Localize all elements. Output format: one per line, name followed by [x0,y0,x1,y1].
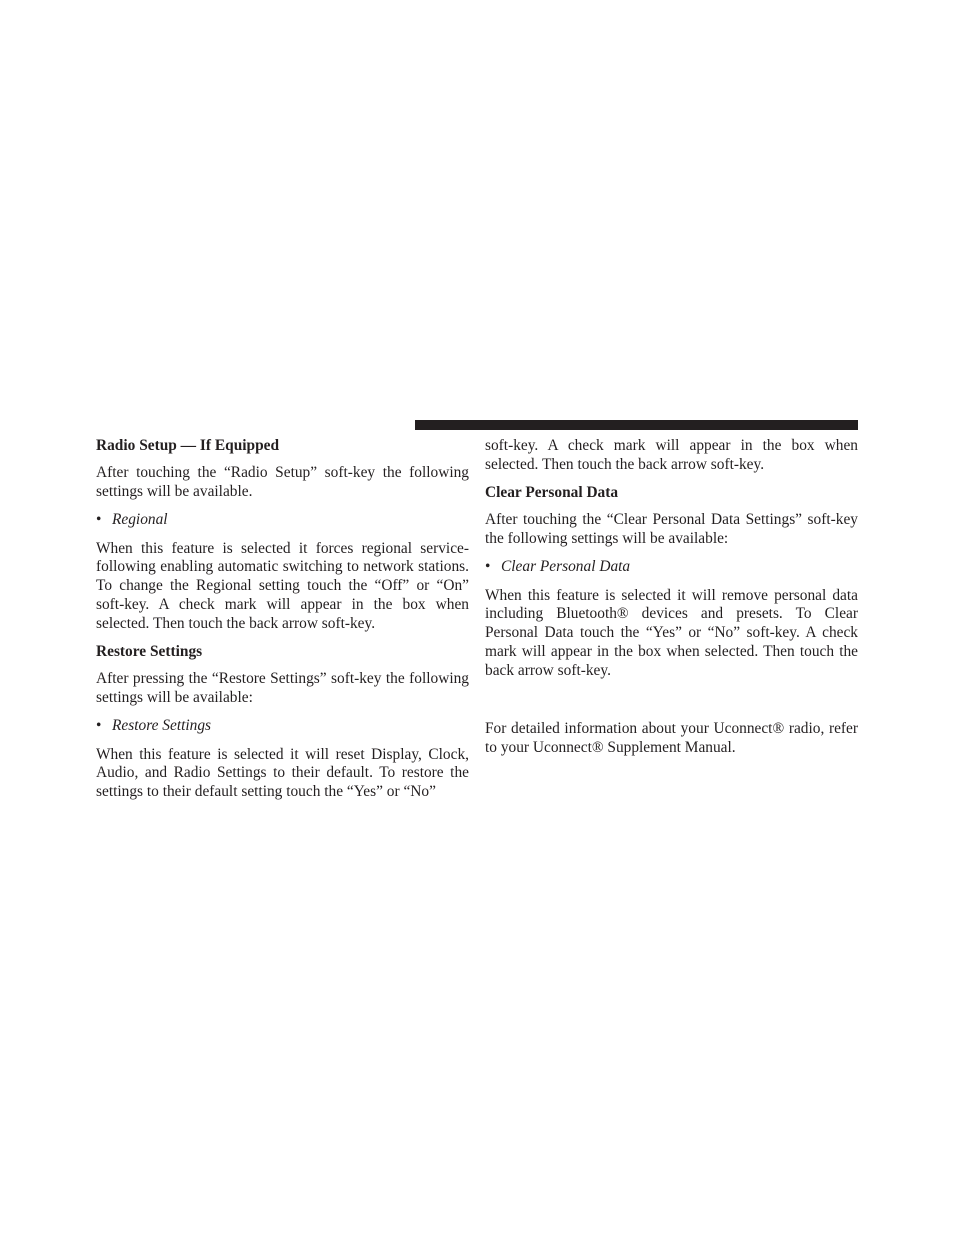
radio-setup-intro: After touching the “Radio Setup” soft-key the following settings will be available. [96,464,469,501]
header-rule [415,420,858,430]
bullet-dot: • [96,717,102,735]
restore-settings-heading: Restore Settings [96,642,203,660]
clear-personal-data-bullet-text: Clear Personal Data [501,558,631,576]
clear-personal-data-bullet [485,558,858,577]
left-column [96,437,469,811]
clear-personal-data-heading: Clear Personal Data [485,483,619,501]
restore-settings-bullet-text: Restore Settings [112,717,212,735]
radio-setup-bullet-text: Regional [112,511,168,529]
restore-settings-intro: After pressing the “Restore Settings” soft-key the following settings will be available: [96,670,469,707]
radio-setup-heading: Radio Setup — If Equipped [96,437,280,454]
section-spacer [485,690,858,720]
bullet-dot: • [96,511,102,529]
radio-setup-bullet [96,511,469,530]
clear-personal-data-description: When this feature is selected it will remove personal data including Bluetooth® devices and presets. To Clear Personal Data touch the “Yes” or “No” soft-key. A check mark will appear in the box when selected. Then touch the back arrow soft-key. [485,586,858,679]
uconnect-supplement-note: For detailed information about your Uconnect® radio, refer to your Uconnect® Supplement Manual. [485,719,858,756]
radio-setup-description: When this feature is selected it forces regional service-following enabling automatic switching to network stations. To change the Regional setting touch the “Off” or “On” soft-key. A check mark will appear in the box when selected. Then touch the back arrow soft-key. [96,539,469,632]
right-column [485,437,858,767]
restore-settings-continuation: soft-key. A check mark will appear in the box when selected. Then touch the back arrow soft-key. [485,437,858,473]
restore-settings-description: When this feature is selected it will reset Display, Clock, Audio, and Radio Settings to their default. To restore the settings to their default setting touch the “Yes” or “No” [96,745,469,801]
clear-personal-data-intro: After touching the “Clear Personal Data Settings” soft-key the following settings will be available: [485,511,858,548]
restore-settings-bullet [96,717,469,736]
bullet-dot: • [485,558,491,576]
